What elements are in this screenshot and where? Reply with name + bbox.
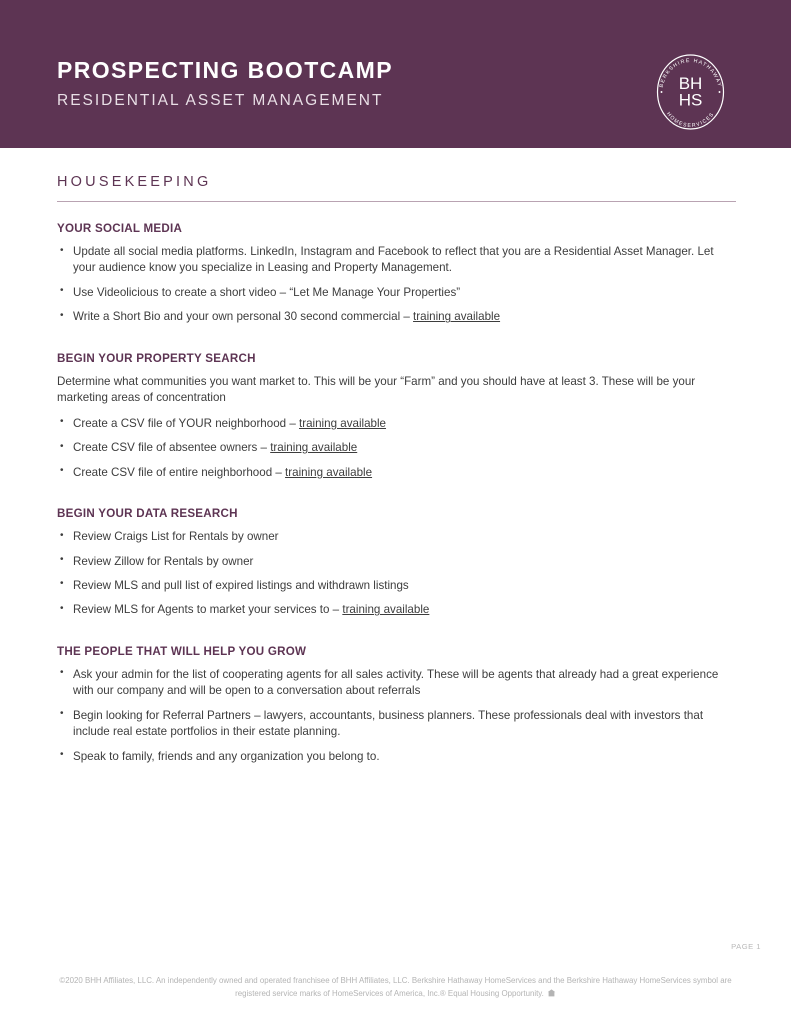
training-available-link[interactable]: training available — [413, 310, 501, 324]
section-heading: BEGIN YOUR DATA RESEARCH — [57, 507, 238, 521]
list-item-text: Ask your admin for the list of cooperating agents for all sales activity. These will be agents that already had a great experience with our company and will be open to a conversation about referrals — [73, 667, 719, 698]
list-item — [57, 529, 737, 545]
list-item — [57, 416, 737, 432]
list-item-text: Begin looking for Referral Partners – lawyers, accountants, business planners. These professionals deal with investors that include real estate portfolios in their estate planning. — [73, 708, 704, 739]
list-item — [57, 244, 737, 277]
list-item-text: Update all social media platforms. LinkedIn, Instagram and Facebook to reflect that you are a Residential Asset Manager. Let your audience know you specialize in Leasing and Property Management. — [73, 245, 714, 275]
list-item — [57, 465, 737, 481]
list-item — [57, 749, 737, 765]
section-begin-your-data-research — [57, 507, 737, 619]
page-kicker-housekeeping: HOUSEKEEPING — [57, 174, 212, 190]
training-available-link[interactable]: training available — [342, 603, 430, 617]
document-title: PROSPECTING BOOTCAMP — [57, 57, 393, 83]
section-heading: YOUR SOCIAL MEDIA — [57, 222, 183, 235]
section-begin-your-property-search — [57, 352, 737, 481]
list-item-text: Create CSV file of absentee owners – — [73, 441, 271, 455]
bullet-list — [57, 667, 737, 765]
list-item — [57, 708, 737, 741]
section-heading: BEGIN YOUR PROPERTY SEARCH — [57, 351, 256, 365]
svg-text:HOMESERVICES: HOMESERVICES — [665, 111, 716, 130]
list-item-text: Review Craigs List for Rentals by owner — [73, 530, 279, 544]
list-item-text: Create a CSV file of YOUR neighborhood – — [73, 416, 299, 430]
list-item — [57, 309, 737, 325]
list-item — [57, 440, 737, 456]
list-item — [57, 285, 737, 301]
header-text-block — [57, 58, 393, 109]
svg-text:BERKSHIRE HATHAWAY: BERKSHIRE HATHAWAY — [658, 57, 723, 89]
list-item-text: Review MLS for Agents to market your services to – — [73, 603, 343, 617]
section-the-people-that-will-help-you-grow — [57, 645, 737, 765]
section-your-social-media — [57, 222, 737, 326]
svg-text:HS: HS — [678, 90, 703, 110]
footer-legal-line-1: ©2020 BHH Affiliates, LLC. An independently owned and operated franchisee of BHH Affiliates, LLC. Berkshire Hathaway HomeServices and the Berkshire Hathaway — [59, 976, 638, 985]
list-item-text: Speak to family, friends and any organization you belong to. — [73, 749, 380, 763]
document-body — [0, 148, 791, 765]
page-number: PAGE 1 — [731, 942, 761, 951]
bullet-list — [57, 416, 737, 481]
bullet-list — [57, 529, 737, 619]
list-item — [57, 578, 737, 594]
section-intro-paragraph: Determine what communities you want market to. This will be your “Farm” and you should have at least 3. These will be your marketing areas of concentration — [57, 374, 696, 405]
footer-legal-text — [50, 974, 741, 1000]
list-item-text: Write a Short Bio and your own personal 30 second commercial – — [73, 310, 414, 324]
training-available-link[interactable]: training available — [270, 441, 358, 455]
equal-housing-opportunity-icon — [547, 989, 556, 997]
training-available-link[interactable]: training available — [285, 465, 373, 479]
training-available-link[interactable]: training available — [299, 416, 387, 430]
content-column — [0, 148, 791, 765]
footer-legal-line-2: HomeServices symbol are registered service marks of HomeServices of America, Inc.® Equal Housing Opportunity. — [235, 976, 732, 999]
svg-text:BH: BH — [678, 74, 703, 93]
list-item — [57, 602, 737, 618]
header-divider — [57, 201, 736, 202]
list-item-text: Review MLS and pull list of expired listings and withdrawn listings — [73, 578, 409, 592]
list-item — [57, 554, 737, 570]
list-item-text: Create CSV file of entire neighborhood – — [73, 465, 286, 479]
list-item-text: Use Videolicious to create a short video – “Let Me Manage Your Properties” — [73, 285, 461, 299]
section-heading: THE PEOPLE THAT WILL HELP YOU GROW — [57, 644, 307, 658]
bhhs-seal-logo — [648, 48, 733, 136]
bullet-list — [57, 244, 737, 326]
document-header-banner — [0, 0, 791, 148]
list-item — [57, 667, 737, 700]
document-subtitle: RESIDENTIAL ASSET MANAGEMENT — [57, 92, 384, 110]
list-item-text: Review Zillow for Rentals by owner — [73, 554, 254, 568]
